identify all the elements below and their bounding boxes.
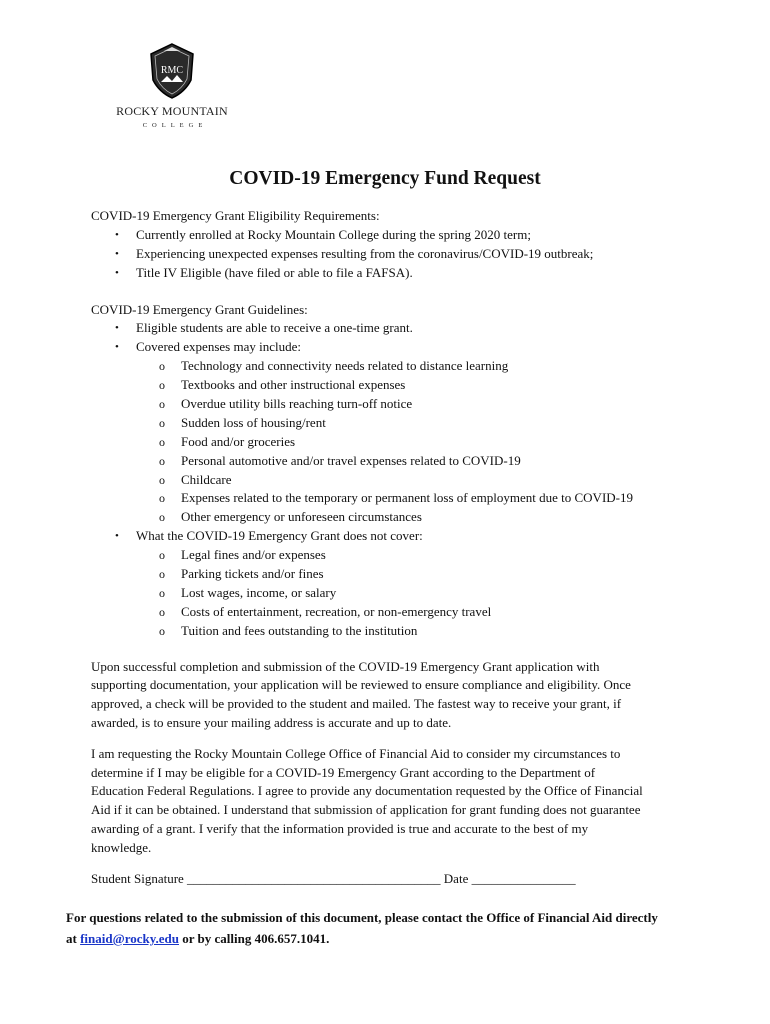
signature-label: Student Signature [91,870,184,886]
not-covered-item: o Tuition and fees outstanding to the institution [91,622,691,641]
signature-field[interactable]: _______________________________________ [187,870,441,886]
eligibility-heading: COVID-19 Emergency Grant Eligibility Requirements: [91,208,380,223]
document-body [91,207,691,888]
bullet-icon: • [115,530,119,543]
not-covered-item: o Parking tickets and/or fines [91,565,691,584]
sub-bullet-icon: o [159,359,165,374]
date-label: Date [443,870,469,886]
date-field[interactable]: ________________ [471,870,576,886]
guideline-item: • What the COVID-19 Emergency Grant does not cover: [91,527,691,546]
guideline-item: • Eligible students are able to receive a one-time grant. [91,319,691,338]
sub-bullet-icon: o [159,623,165,638]
sub-bullet-icon: o [159,378,165,393]
bullet-icon: • [115,228,119,241]
guidelines-heading: COVID-19 Emergency Grant Guidelines: [91,301,308,317]
eligibility-item: • Experiencing unexpected expenses resulting from the coronavirus/COVID-19 outbreak; [91,245,691,264]
institution-subtitle: COLLEGE [142,122,208,129]
bullet-icon: • [115,341,119,354]
sub-bullet-icon: o [159,567,165,582]
sub-bullet-icon: o [159,453,165,468]
contact-line-2: at finaid@rocky.edu or by calling 406.657.1041. [66,931,330,946]
sub-bullet-icon: o [159,604,165,619]
covered-expense-item: o Food and/or groceries [91,433,691,452]
sub-bullet-icon: o [159,491,165,506]
not-covered-item: o Costs of entertainment, recreation, or non-emergency travel [91,603,691,622]
sub-bullet-icon: o [159,548,165,563]
covered-expense-item: o Personal automotive and/or travel expenses related to COVID-19 [91,452,691,471]
covered-expense-item: o Overdue utility bills reaching turn-off notice [91,395,691,414]
eligibility-item: • Title IV Eligible (have filed or able to file a FAFSA). [91,264,691,283]
sub-bullet-icon: o [159,472,165,487]
shield-crest-icon [149,42,195,100]
bullet-icon: • [115,266,119,279]
covered-expense-item: o Technology and connectivity needs related to distance learning [91,357,691,376]
covered-expense-item: o Sudden loss of housing/rent [91,414,691,433]
request-statement-paragraph: I am requesting the Rocky Mountain College Office of Financial Aid to consider my circumstances to determine if I may be eligible for a COVID-19 Emergency Grant according to the Department of Education Federal Regulations. I agree to provide any documentation requested by the Office of Financial Aid if it can be obtained. I understand that submission of application for grant funding does not guarantee awarding of a grant. I verify that the information provided is true and accurate to the best of my knowledge. [91,745,643,855]
email-link[interactable]: finaid@rocky.edu [80,931,179,946]
guideline-item: • Covered expenses may include: [91,338,691,357]
svg-text:RMC: RMC [160,65,184,76]
sub-bullet-icon: o [159,585,165,600]
sub-bullet-icon: o [159,510,165,525]
covered-expense-item: o Childcare [91,471,691,490]
bullet-icon: • [115,322,119,335]
contact-line-1: For questions related to the submission of this document, please contact the Office of Financial Aid directly [66,910,658,925]
covered-expense-item: o Textbooks and other instructional expenses [91,376,691,395]
sub-bullet-icon: o [159,415,165,430]
sub-bullet-icon: o [159,397,165,412]
not-covered-item: o Lost wages, income, or salary [91,584,691,603]
document-title: COVID-19 Emergency Fund Request [229,168,541,189]
application-review-paragraph: Upon successful completion and submission of the COVID-19 Emergency Grant application with supporting documentation, your application will be reviewed to ensure compliance and eligibility. Once approved, a check will be provided to the student and mailed. The fastest way to receive your grant, if awarded, is to ensure your mailing address is accurate and up to date. [91,658,631,730]
sub-bullet-icon: o [159,434,165,449]
covered-expense-item: o Other emergency or unforeseen circumstances [91,508,691,527]
bullet-icon: • [115,247,119,260]
contact-footer [66,907,716,949]
eligibility-item: • Currently enrolled at Rocky Mountain College during the spring 2020 term; [91,226,691,245]
signature-row [91,870,691,889]
covered-expense-item: o Expenses related to the temporary or permanent loss of employment due to COVID-19 [91,489,691,508]
not-covered-item: o Legal fines and/or expenses [91,546,691,565]
institution-name: ROCKY MOUNTAIN [116,104,228,118]
college-logo [112,42,232,129]
